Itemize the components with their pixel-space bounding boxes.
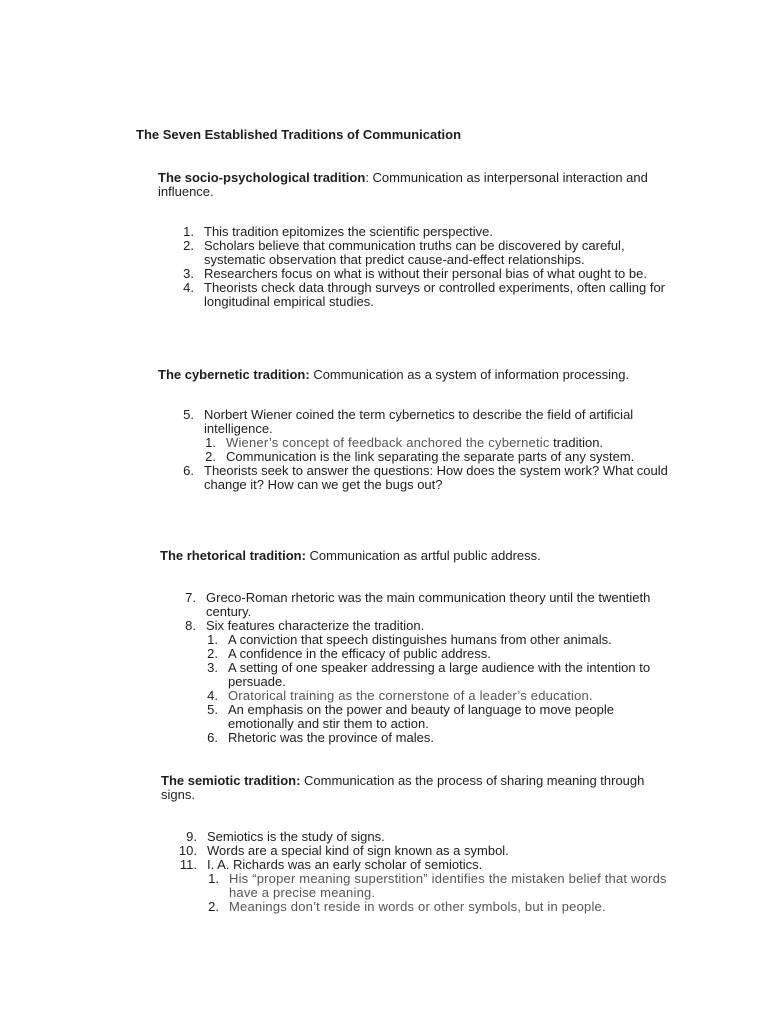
numbered-list [160,591,680,745]
list-item [161,830,681,844]
sub-list-item [160,647,680,661]
list-item [161,844,681,858]
item-number: 5. [183,407,194,422]
item-text: Words are a special kind of sign known as a symbol. [207,843,509,858]
item-text: Rhetoric was the province of males. [228,730,434,745]
sub-list-item [160,731,680,745]
item-number: 4. [183,280,194,295]
section-heading [161,774,681,802]
section-description: : Communication as interpersonal interaction and influence. [158,170,648,199]
item-number: 1. [208,871,219,886]
item-text: Semiotics is the study of signs. [207,829,385,844]
item-number: 8. [185,618,196,633]
item-number: 3. [183,266,194,281]
sub-list-item [158,436,678,450]
list-item [158,408,678,436]
list-item [158,281,678,309]
list-item [158,225,678,239]
item-text: Oratorical training as the cornerstone of a leader’s education. [228,688,593,703]
item-text: A setting of one speaker addressing a large audience with the intention to persuade. [228,660,651,689]
section-description: Communication as the process of sharing meaning through signs. [161,773,645,802]
item-number: 2. [183,238,194,253]
list-item [160,591,680,619]
item-number: 5. [207,702,218,717]
item-text: His “proper meaning superstition” identifies the mistaken belief that words have a precise meaning. [229,871,667,900]
numbered-list [158,225,678,309]
list-item [158,464,678,492]
item-number: 2. [207,646,218,661]
section-name: The semiotic tradition: [161,773,301,788]
section-heading [158,171,678,199]
sub-list-item [158,450,678,464]
sub-list-item [160,633,680,647]
sub-list-item [160,689,680,703]
section-cybernetic [158,368,678,492]
item-text: This tradition epitomizes the scientific perspective. [204,224,494,239]
item-text: Six features characterize the tradition. [206,618,425,633]
item-text-end: tradition. [549,435,604,450]
item-text: A conviction that speech distinguishes humans from other animals. [228,632,612,647]
sub-list-item [160,703,680,731]
item-number: 6. [183,463,194,478]
list-item [161,858,681,872]
list-item [158,267,678,281]
item-text: Wiener’s concept of feedback anchored the cybernetic [226,435,550,450]
item-number: 11. [179,857,197,872]
section-semiotic [161,774,681,914]
section-description: Communication as a system of information processing. [309,367,630,382]
item-text: A confidence in the efficacy of public address. [228,646,491,661]
item-text: An emphasis on the power and beauty of language to move people emotionally and stir them to action. [228,702,614,731]
section-rhetorical [160,549,680,745]
item-number: 2. [205,449,216,464]
section-name: The socio-psychological tradition [158,170,366,185]
item-text: I. A. Richards was an early scholar of semiotics. [207,857,483,872]
list-item [160,619,680,633]
numbered-list [158,408,678,492]
item-number: 10. [178,843,197,858]
item-number: 1. [183,224,194,239]
item-number: 2. [208,899,219,914]
section-socio-psychological [158,171,678,309]
item-text: Theorists seek to answer the questions: How does the system work? What could change it? How can we get the bugs out? [204,463,668,492]
item-text: Scholars believe that communication truths can be discovered by careful, systematic observation that predict cause-and-effect relationships. [204,238,625,267]
section-heading [158,368,678,382]
item-text: Researchers focus on what is without their personal bias of what ought to be. [204,266,647,281]
section-heading [160,549,680,563]
item-number: 1. [207,632,218,647]
item-text: Communication is the link separating the separate parts of any system. [226,449,635,464]
numbered-list [161,830,681,914]
item-text: Theorists check data through surveys or controlled experiments, often calling for longitudinal empirical studies. [204,280,666,309]
item-number: 4. [207,688,218,703]
item-number: 3. [207,660,218,675]
item-number: 6. [207,730,218,745]
section-name: The cybernetic tradition: [158,367,310,382]
item-number: 7. [185,590,196,605]
section-name: The rhetorical tradition: [160,548,306,563]
sub-list-item [161,900,681,914]
item-text: Meanings don’t reside in words or other symbols, but in people. [229,899,606,914]
item-text: Norbert Wiener coined the term cybernetics to describe the field of artificial intelligence. [204,407,634,436]
page-title: The Seven Established Traditions of Communication [136,127,462,142]
item-number: 1. [205,435,216,450]
item-number: 9. [186,829,197,844]
sub-list-item [161,872,681,900]
sub-list-item [160,661,680,689]
list-item [158,239,678,267]
item-text: Greco-Roman rhetoric was the main communication theory until the twentieth century. [206,590,651,619]
section-description: Communication as artful public address. [305,548,541,563]
